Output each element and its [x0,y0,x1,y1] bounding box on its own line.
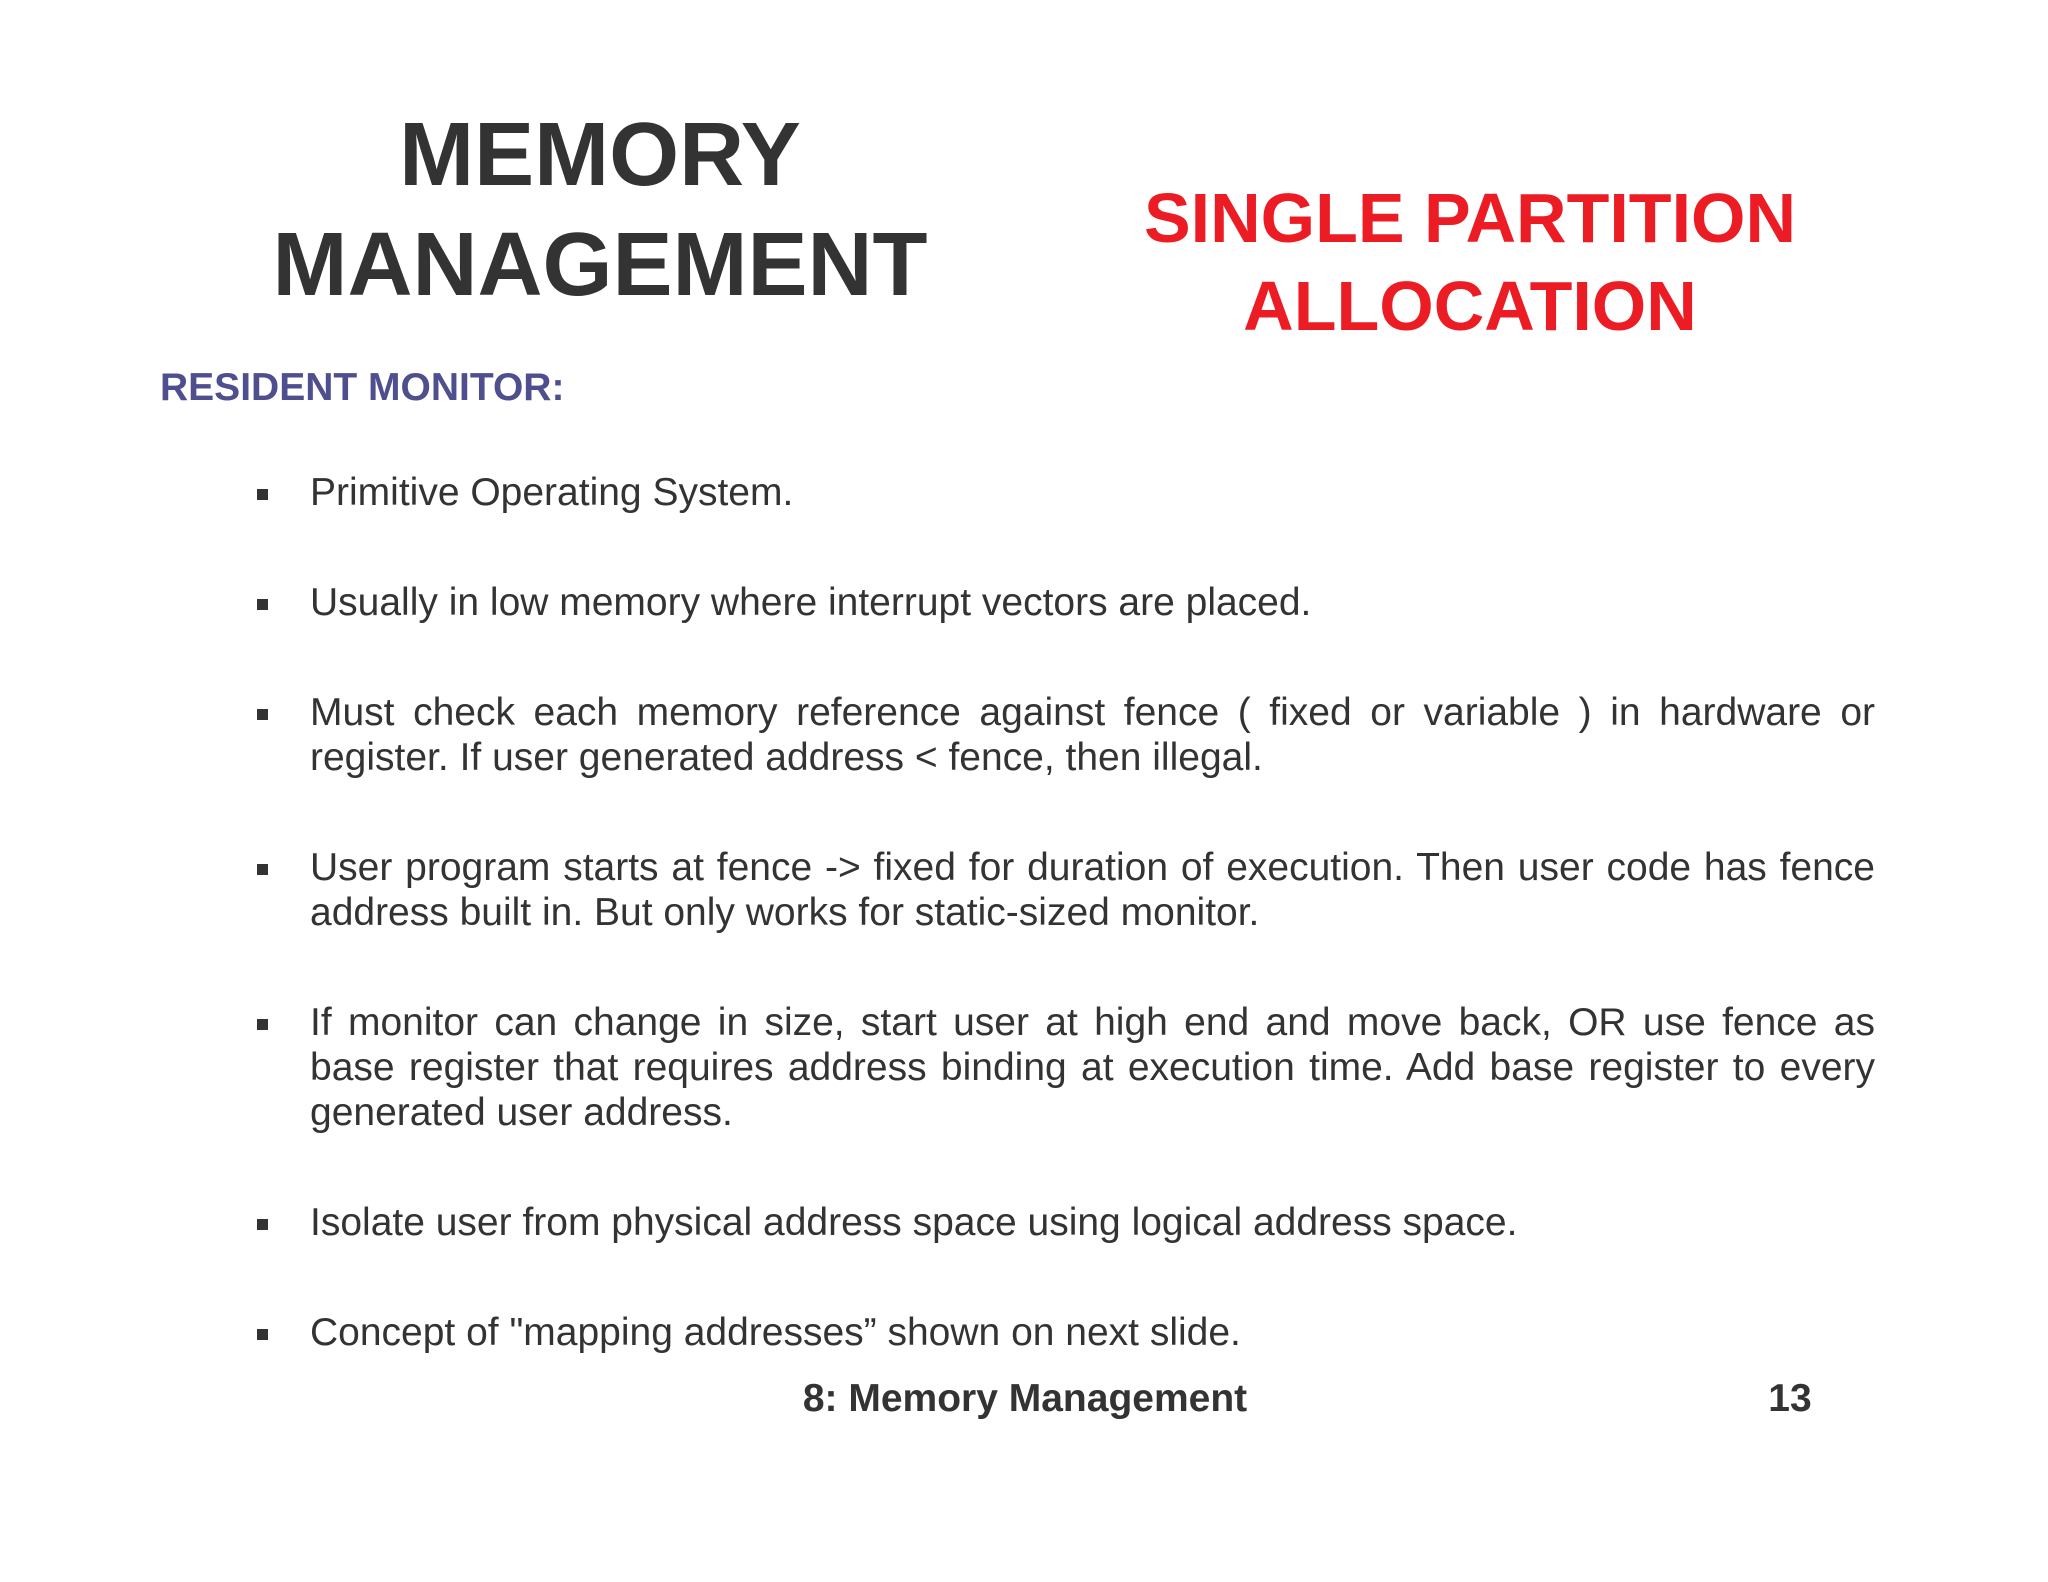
bullet-text: If monitor can change in size, start user at high end and move back, OR use fence as base register that requires address binding at execution time. Add base register to every generated user address. [310,1001,1875,1134]
bullet-item [250,1310,1875,1355]
square-bullet-icon [257,1019,268,1030]
bullet-text: User program starts at fence -> fixed for duration of execution. Then user code has fence address built in. But only works for static-sized monitor. [310,846,1875,934]
slide-subtitle [1110,174,1830,350]
bullet-item [250,690,1875,780]
bullet-text: Usually in low memory where interrupt vectors are placed. [310,581,1312,624]
bullet-item [250,1200,1875,1245]
square-bullet-icon [257,599,268,610]
page-number: 13 [1768,1377,1812,1420]
bullet-text: Concept of "mapping addresses” shown on next slide. [310,1311,1241,1354]
bullet-item [250,470,1875,515]
slide-subtitle-line-2: ALLOCATION [1243,267,1697,345]
square-bullet-icon [257,1219,268,1230]
square-bullet-icon [257,1329,268,1340]
bullet-text: Must check each memory reference against fence ( fixed or variable ) in hardware or register. If user generated address < fence, then illegal. [310,691,1875,779]
bullet-text: Primitive Operating System. [310,471,794,514]
bullet-list [250,470,1875,1355]
bullet-item [250,1000,1875,1135]
slide-title-line-1: MEMORY [399,105,801,205]
bullet-item [250,580,1875,625]
slide-subtitle-line-1: SINGLE PARTITION [1143,179,1797,257]
square-bullet-icon [257,489,268,500]
bullet-item [250,845,1875,935]
square-bullet-icon [257,709,268,720]
bullet-text: Isolate user from physical address space using logical address space. [310,1201,1518,1244]
footer-title: 8: Memory Management [802,1377,1248,1420]
square-bullet-icon [257,864,268,875]
slide-title [200,100,1000,320]
slide-title-line-2: MANAGEMENT [272,215,928,315]
section-heading: RESIDENT MONITOR: [160,366,565,409]
